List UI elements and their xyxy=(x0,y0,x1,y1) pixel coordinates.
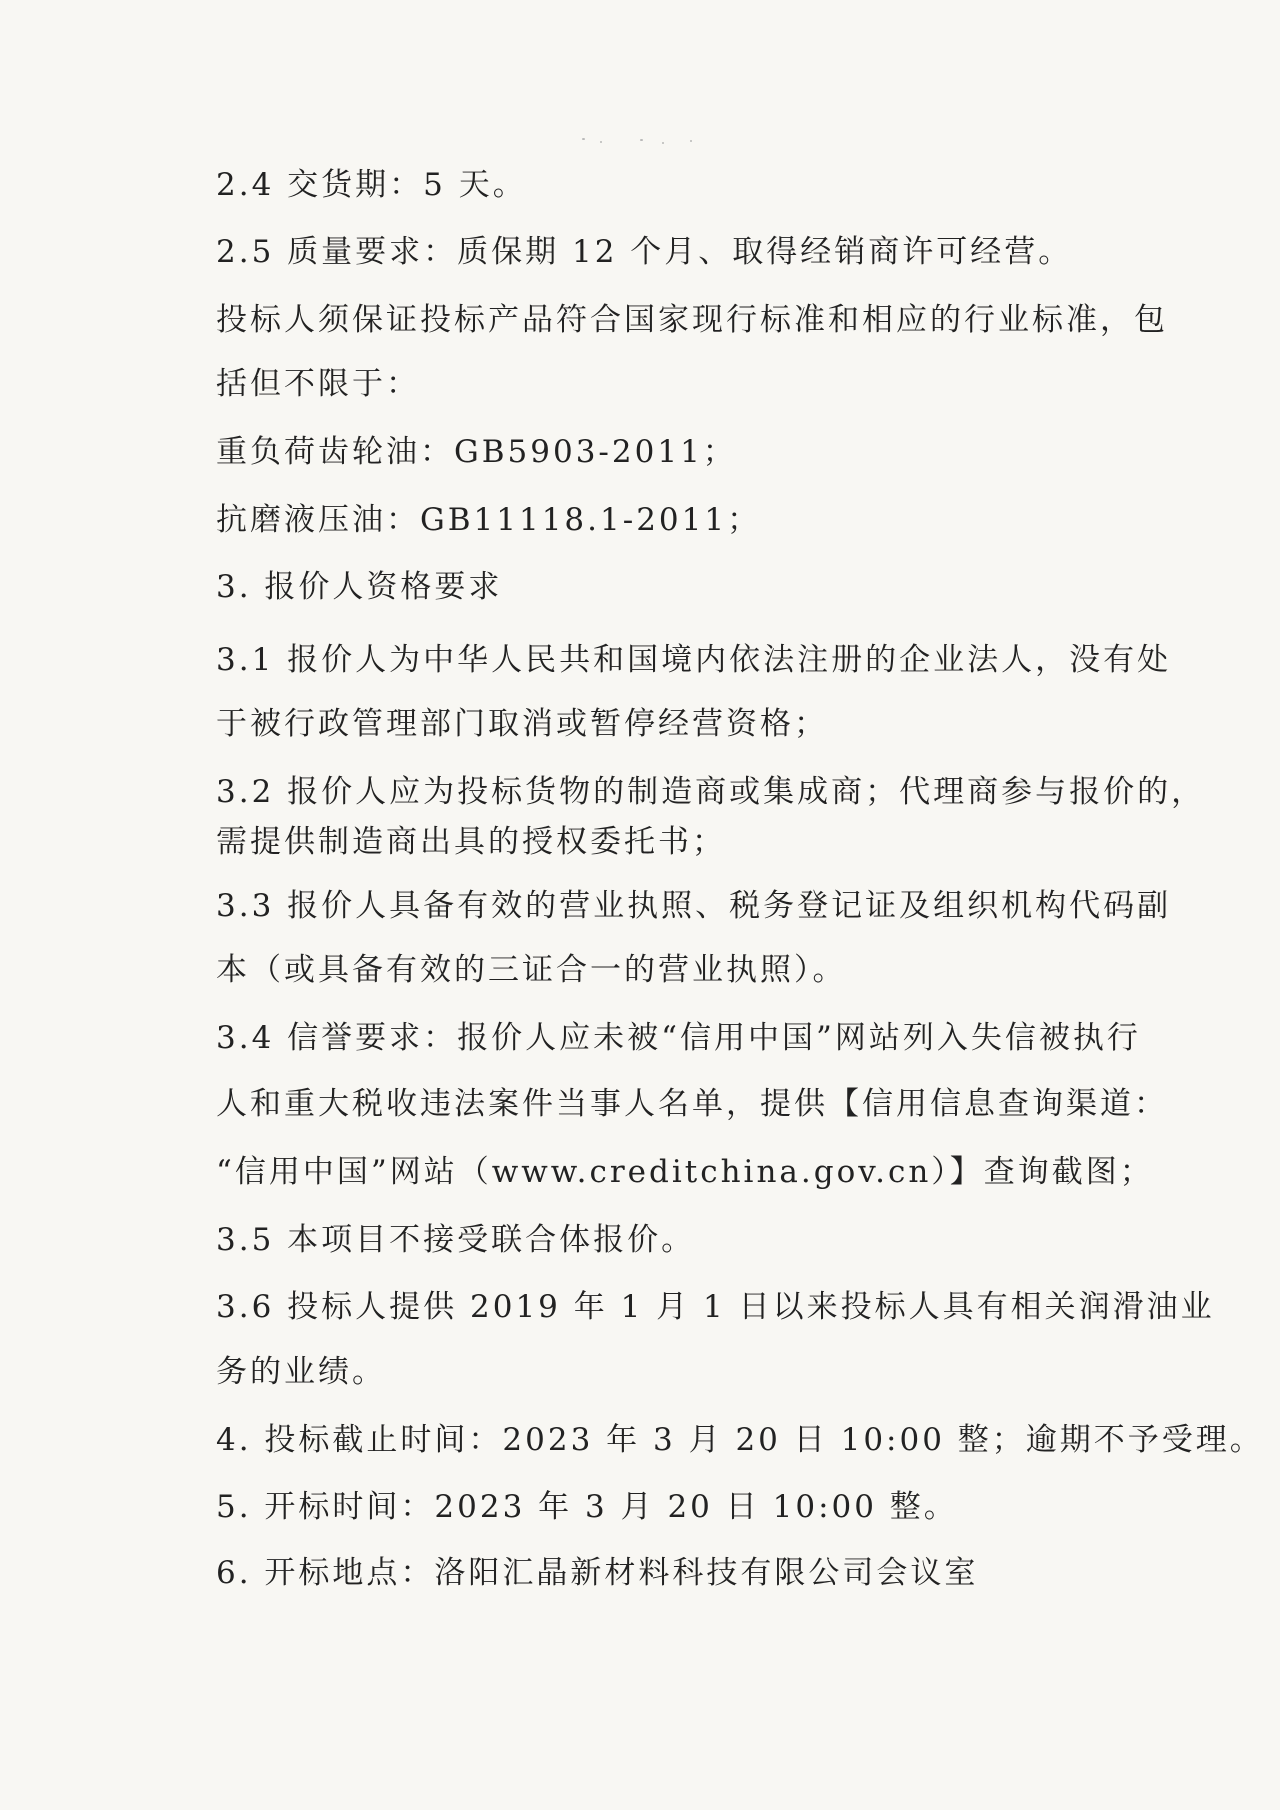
clause-3-4-line-3: “信用中国”网站（www.creditchina.gov.cn）】查询截图； xyxy=(216,1154,1154,1190)
section-6-opening-location: 6. 开标地点：洛阳汇晶新材料科技有限公司会议室 xyxy=(216,1555,979,1591)
section-4-deadline: 4. 投标截止时间：2023 年 3 月 20 日 10:00 整；逾期不予受理。 xyxy=(216,1422,1264,1458)
clause-3-2-line-1: 3.2 报价人应为投标货物的制造商或集成商；代理商参与报价的， xyxy=(216,774,1206,810)
clause-3-4-line-1: 3.4 信誉要求：报价人应未被“信用中国”网站列入失信被执行 xyxy=(216,1020,1141,1056)
clause-3-1-line-2: 于被行政管理部门取消或暂停经营资格； xyxy=(216,706,828,742)
scan-speck xyxy=(582,138,585,140)
clause-3-6-line-2: 务的业绩。 xyxy=(216,1354,386,1390)
clause-3-2-line-2: 需提供制造商出具的授权委托书； xyxy=(216,824,726,860)
clause-3-3-line-2: 本（或具备有效的三证合一的营业执照）。 xyxy=(216,952,847,988)
scan-speck xyxy=(600,141,602,143)
clause-3-5: 3.5 本项目不接受联合体报价。 xyxy=(216,1222,696,1258)
clause-2-4-delivery-period: 2.4 交货期：5 天。 xyxy=(216,167,527,203)
scan-speck xyxy=(640,139,643,141)
scan-speck xyxy=(662,142,664,144)
standards-intro-line-2: 括但不限于： xyxy=(216,366,420,402)
clause-2-5-quality-requirement: 2.5 质量要求：质保期 12 个月、取得经销商许可经营。 xyxy=(216,234,1073,270)
section-5-opening-time: 5. 开标时间：2023 年 3 月 20 日 10:00 整。 xyxy=(216,1489,958,1525)
clause-3-1-line-1: 3.1 报价人为中华人民共和国境内依法注册的企业法人，没有处 xyxy=(216,642,1172,678)
clause-3-3-line-1: 3.3 报价人具备有效的营业执照、税务登记证及组织机构代码副 xyxy=(216,888,1172,924)
standard-gear-oil: 重负荷齿轮油：GB5903-2011； xyxy=(216,434,737,470)
clause-3-6-line-1: 3.6 投标人提供 2019 年 1 月 1 日以来投标人具有相关润滑油业 xyxy=(216,1289,1215,1325)
section-3-heading: 3. 报价人资格要求 xyxy=(216,569,503,605)
scan-speck xyxy=(690,140,692,142)
clause-3-4-line-2: 人和重大税收违法案件当事人名单，提供【信用信息查询渠道： xyxy=(216,1086,1168,1122)
standards-intro-line-1: 投标人须保证投标产品符合国家现行标准和相应的行业标准，包 xyxy=(216,302,1168,338)
standard-hydraulic-oil: 抗磨液压油：GB11118.1-2011； xyxy=(216,502,762,538)
